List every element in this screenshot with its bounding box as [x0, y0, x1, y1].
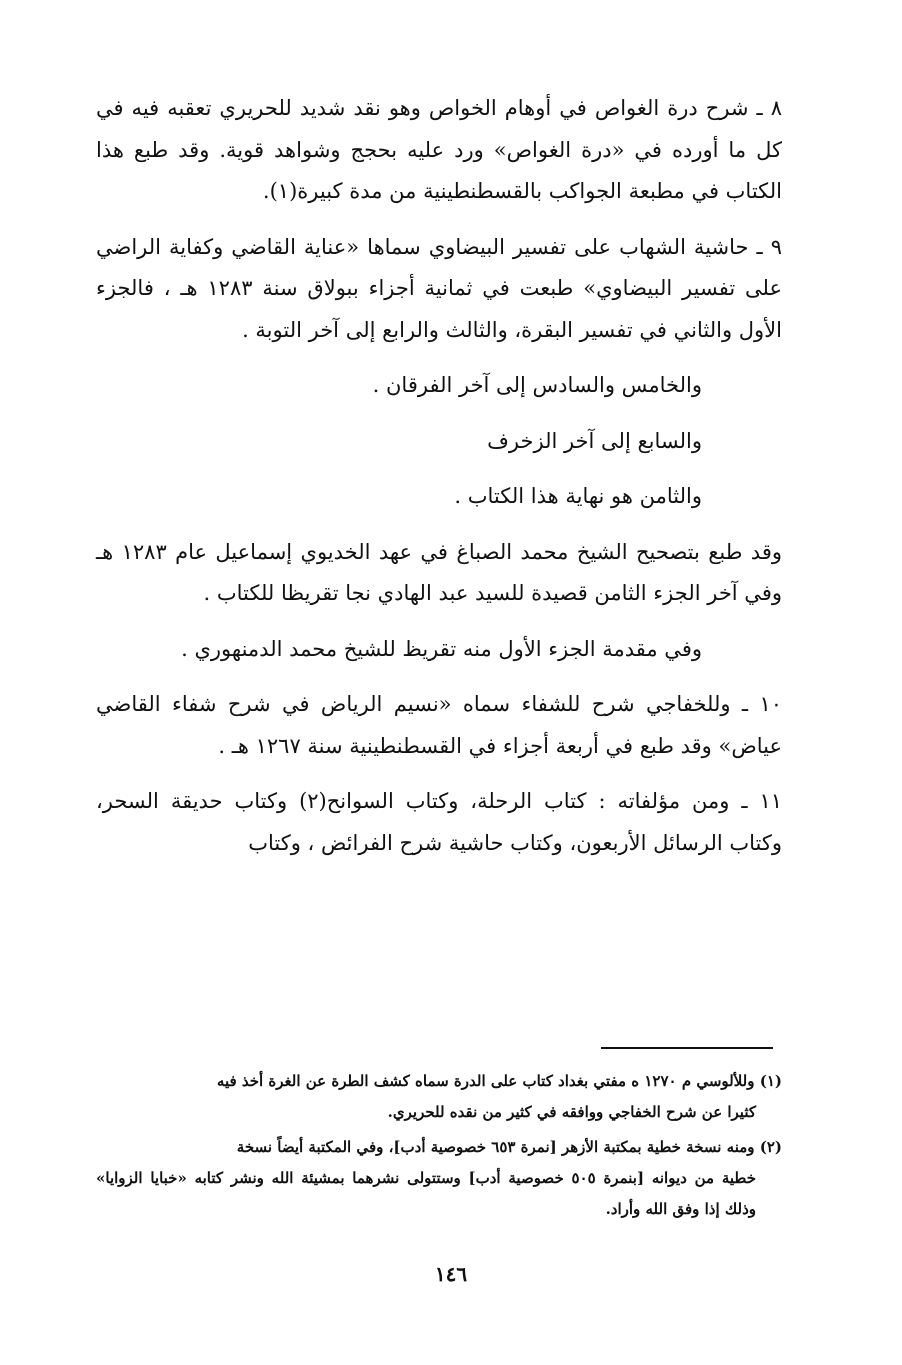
footnotes [96, 1066, 782, 1229]
footnote-divider [601, 1047, 773, 1049]
main-text [96, 88, 782, 878]
footnote-1-first-line: (١) وللألوسي م ١٢٧٠ ه مفتي بغداد كتاب على الدرة سماه كشف الطرة عن الغرة أخذ فيه [216, 1072, 782, 1090]
footnote-2-first-line: (٢) ومنه نسخة خطية بمكتبة الأزهر [نمرة ٦٥٣ خصوصية أدب]، وفي المكتبة أيضاً نسخة [236, 1138, 782, 1156]
paragraph-volumes-5-6: والخامس والسادس إلى آخر الفرقان . [372, 373, 702, 397]
paragraph-volume-7: والسابع إلى آخر الزخرف [487, 428, 702, 453]
paragraph-item-8: ٨ ـ شرح درة الغواص في أوهام الخواص وهو نقد شديد للحريري تعقبه فيه في كل ما أورده في «درة الغواص» ورد عليه بحجج وشواهد قوية. وقد طبع هذا الكتاب في مطبعة الجواكب بالقسطنطينية من مدة كبيرة(١). [96, 96, 782, 203]
paragraph-item-9: ٩ ـ حاشية الشهاب على تفسير البيضاوي سماها «عناية القاضي وكفاية الراضي على تفسير البيضاوي» طبعت في ثمانية أجزاء ببولاق سنة ١٢٨٣ هـ ، فالجزء الأول والثاني في تفسير البقرة، والثالث والرابع إلى آخر التوبة . [96, 234, 782, 342]
page-number: ١٤٦ [434, 1262, 468, 1286]
footnote-1 [96, 1066, 782, 1128]
paragraph-item-10: ١٠ ـ وللخفاجي شرح للشفاء سماه «نسيم الرياض في شرح شفاء القاضي عياض» وقد طبع في أربعة أجزاء في القسطنطينية سنة ١٢٦٧ هـ . [96, 692, 782, 758]
footnote-1-continuation: كثيرا عن شرح الخفاجي ووافقه في كثير من نقده للحريري. [387, 1103, 756, 1121]
footnote-2 [96, 1132, 782, 1225]
paragraph-volume-8: والثامن هو نهاية هذا الكتاب . [454, 484, 702, 508]
paragraph-printing: وقد طبع بتصحيح الشيخ محمد الصباغ في عهد الخديوي إسماعيل عام ١٢٨٣ هـ وفي آخر الجزء الثامن قصيدة للسيد عبد الهادي نجا تقريظا للكتاب . [96, 539, 783, 605]
paragraph-item-11: ١١ ـ ومن مؤلفاته : كتاب الرحلة، وكتاب السوانح(٢) وكتاب حديقة السحر، وكتاب الرسائل الأربعون، وكتاب حاشية شرح الفرائض ، وكتاب [96, 789, 782, 855]
footnote-2-continuation: خطية من ديوانه [بنمرة ٥٠٥ خصوصية أدب] وستتولى نشرهما بمشيئة الله ونشر كتابه «خبايا الزوايا» وذلك إذا وفق الله وأراد. [96, 1169, 756, 1218]
paragraph-introduction: وفي مقدمة الجزء الأول منه تقريظ للشيخ محمد الدمنهوري . [181, 636, 702, 661]
